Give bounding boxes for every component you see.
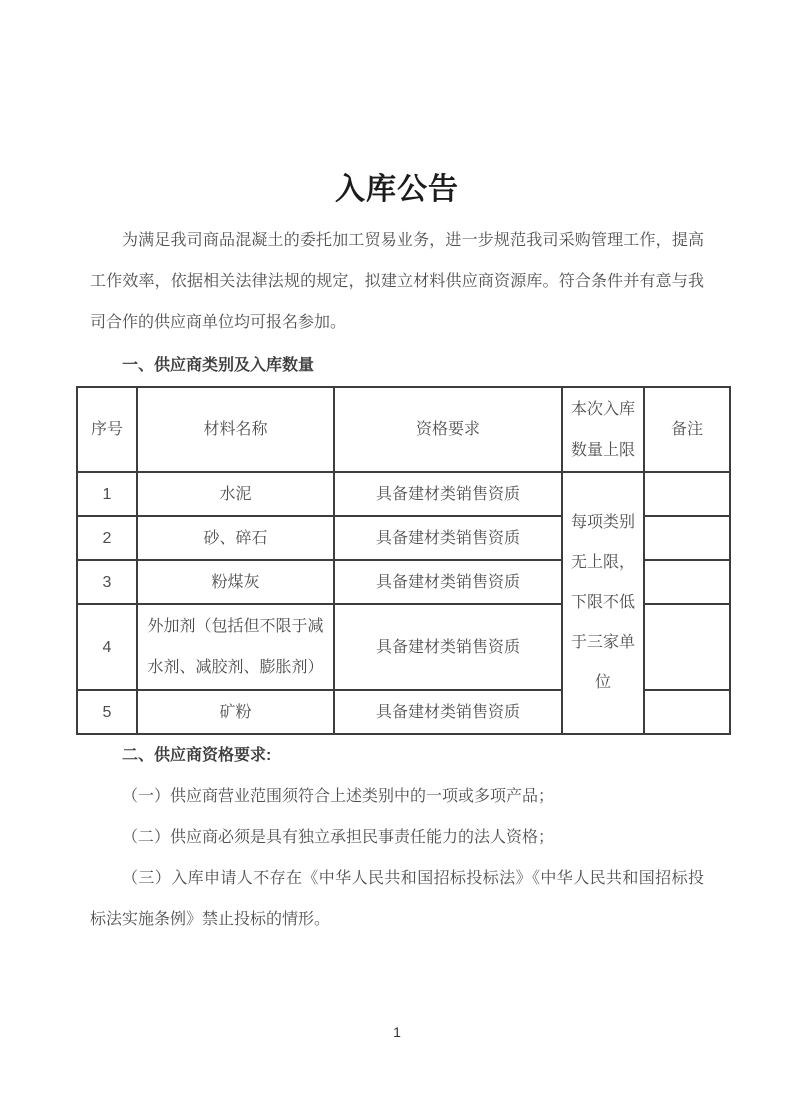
cell-no: 4 bbox=[77, 604, 137, 690]
table-header-row bbox=[77, 387, 730, 472]
header-material: 材料名称 bbox=[137, 387, 334, 472]
cell-remark bbox=[644, 472, 730, 516]
cell-material: 水泥 bbox=[137, 472, 334, 516]
header-no: 序号 bbox=[77, 387, 137, 472]
cell-qualification: 具备建材类销售资质 bbox=[334, 472, 562, 516]
cell-remark bbox=[644, 560, 730, 604]
section2-heading: 二、供应商资格要求: bbox=[122, 747, 272, 764]
header-qualification: 资格要求 bbox=[334, 387, 562, 472]
cell-material: 砂、碎石 bbox=[137, 516, 334, 560]
cell-qualification: 具备建材类销售资质 bbox=[334, 690, 562, 734]
cell-material: 外加剂（包括但不限于减水剂、减胶剂、膨胀剂） bbox=[137, 604, 334, 690]
section1-heading: 一、供应商类别及入库数量 bbox=[122, 357, 315, 374]
cell-remark bbox=[644, 690, 730, 734]
requirement-item-2: （二）供应商必须是具有独立承担民事责任能力的法人资格； bbox=[122, 829, 555, 846]
document-title: 入库公告 bbox=[335, 173, 459, 206]
cell-remark bbox=[644, 516, 730, 560]
cell-no: 1 bbox=[77, 472, 137, 516]
cell-qualification: 具备建材类销售资质 bbox=[334, 604, 562, 690]
cell-qualification: 具备建材类销售资质 bbox=[334, 516, 562, 560]
supplier-category-table bbox=[76, 386, 731, 735]
document-content bbox=[90, 168, 704, 940]
header-limit: 本次入库数量上限 bbox=[562, 387, 644, 472]
cell-material: 矿粉 bbox=[137, 690, 334, 734]
cell-no: 2 bbox=[77, 516, 137, 560]
cell-material: 粉煤灰 bbox=[137, 560, 334, 604]
requirement-item-3: （三）入库申请人不存在《中华人民共和国招标投标法》《中华人民共和国招标投标法实施条例》禁止投标的情形。 bbox=[90, 870, 704, 928]
table-row bbox=[77, 472, 730, 516]
cell-no: 5 bbox=[77, 690, 137, 734]
requirement-item-1: （一）供应商营业范围须符合上述类别中的一项或多项产品； bbox=[122, 788, 555, 805]
intro-paragraph: 为满足我司商品混凝土的委托加工贸易业务，进一步规范我司采购管理工作，提高工作效率，依据相关法律法规的规定，拟建立材料供应商资源库。符合条件并有意与我司合作的供应商单位均可报名参加。 bbox=[90, 232, 704, 331]
cell-remark bbox=[644, 604, 730, 690]
cell-qualification: 具备建材类销售资质 bbox=[334, 560, 562, 604]
cell-limit-merged: 每项类别无上限，下限不低于三家单位 bbox=[562, 472, 644, 734]
header-remark: 备注 bbox=[644, 387, 730, 472]
page-number: 1 bbox=[393, 1024, 401, 1040]
cell-no: 3 bbox=[77, 560, 137, 604]
